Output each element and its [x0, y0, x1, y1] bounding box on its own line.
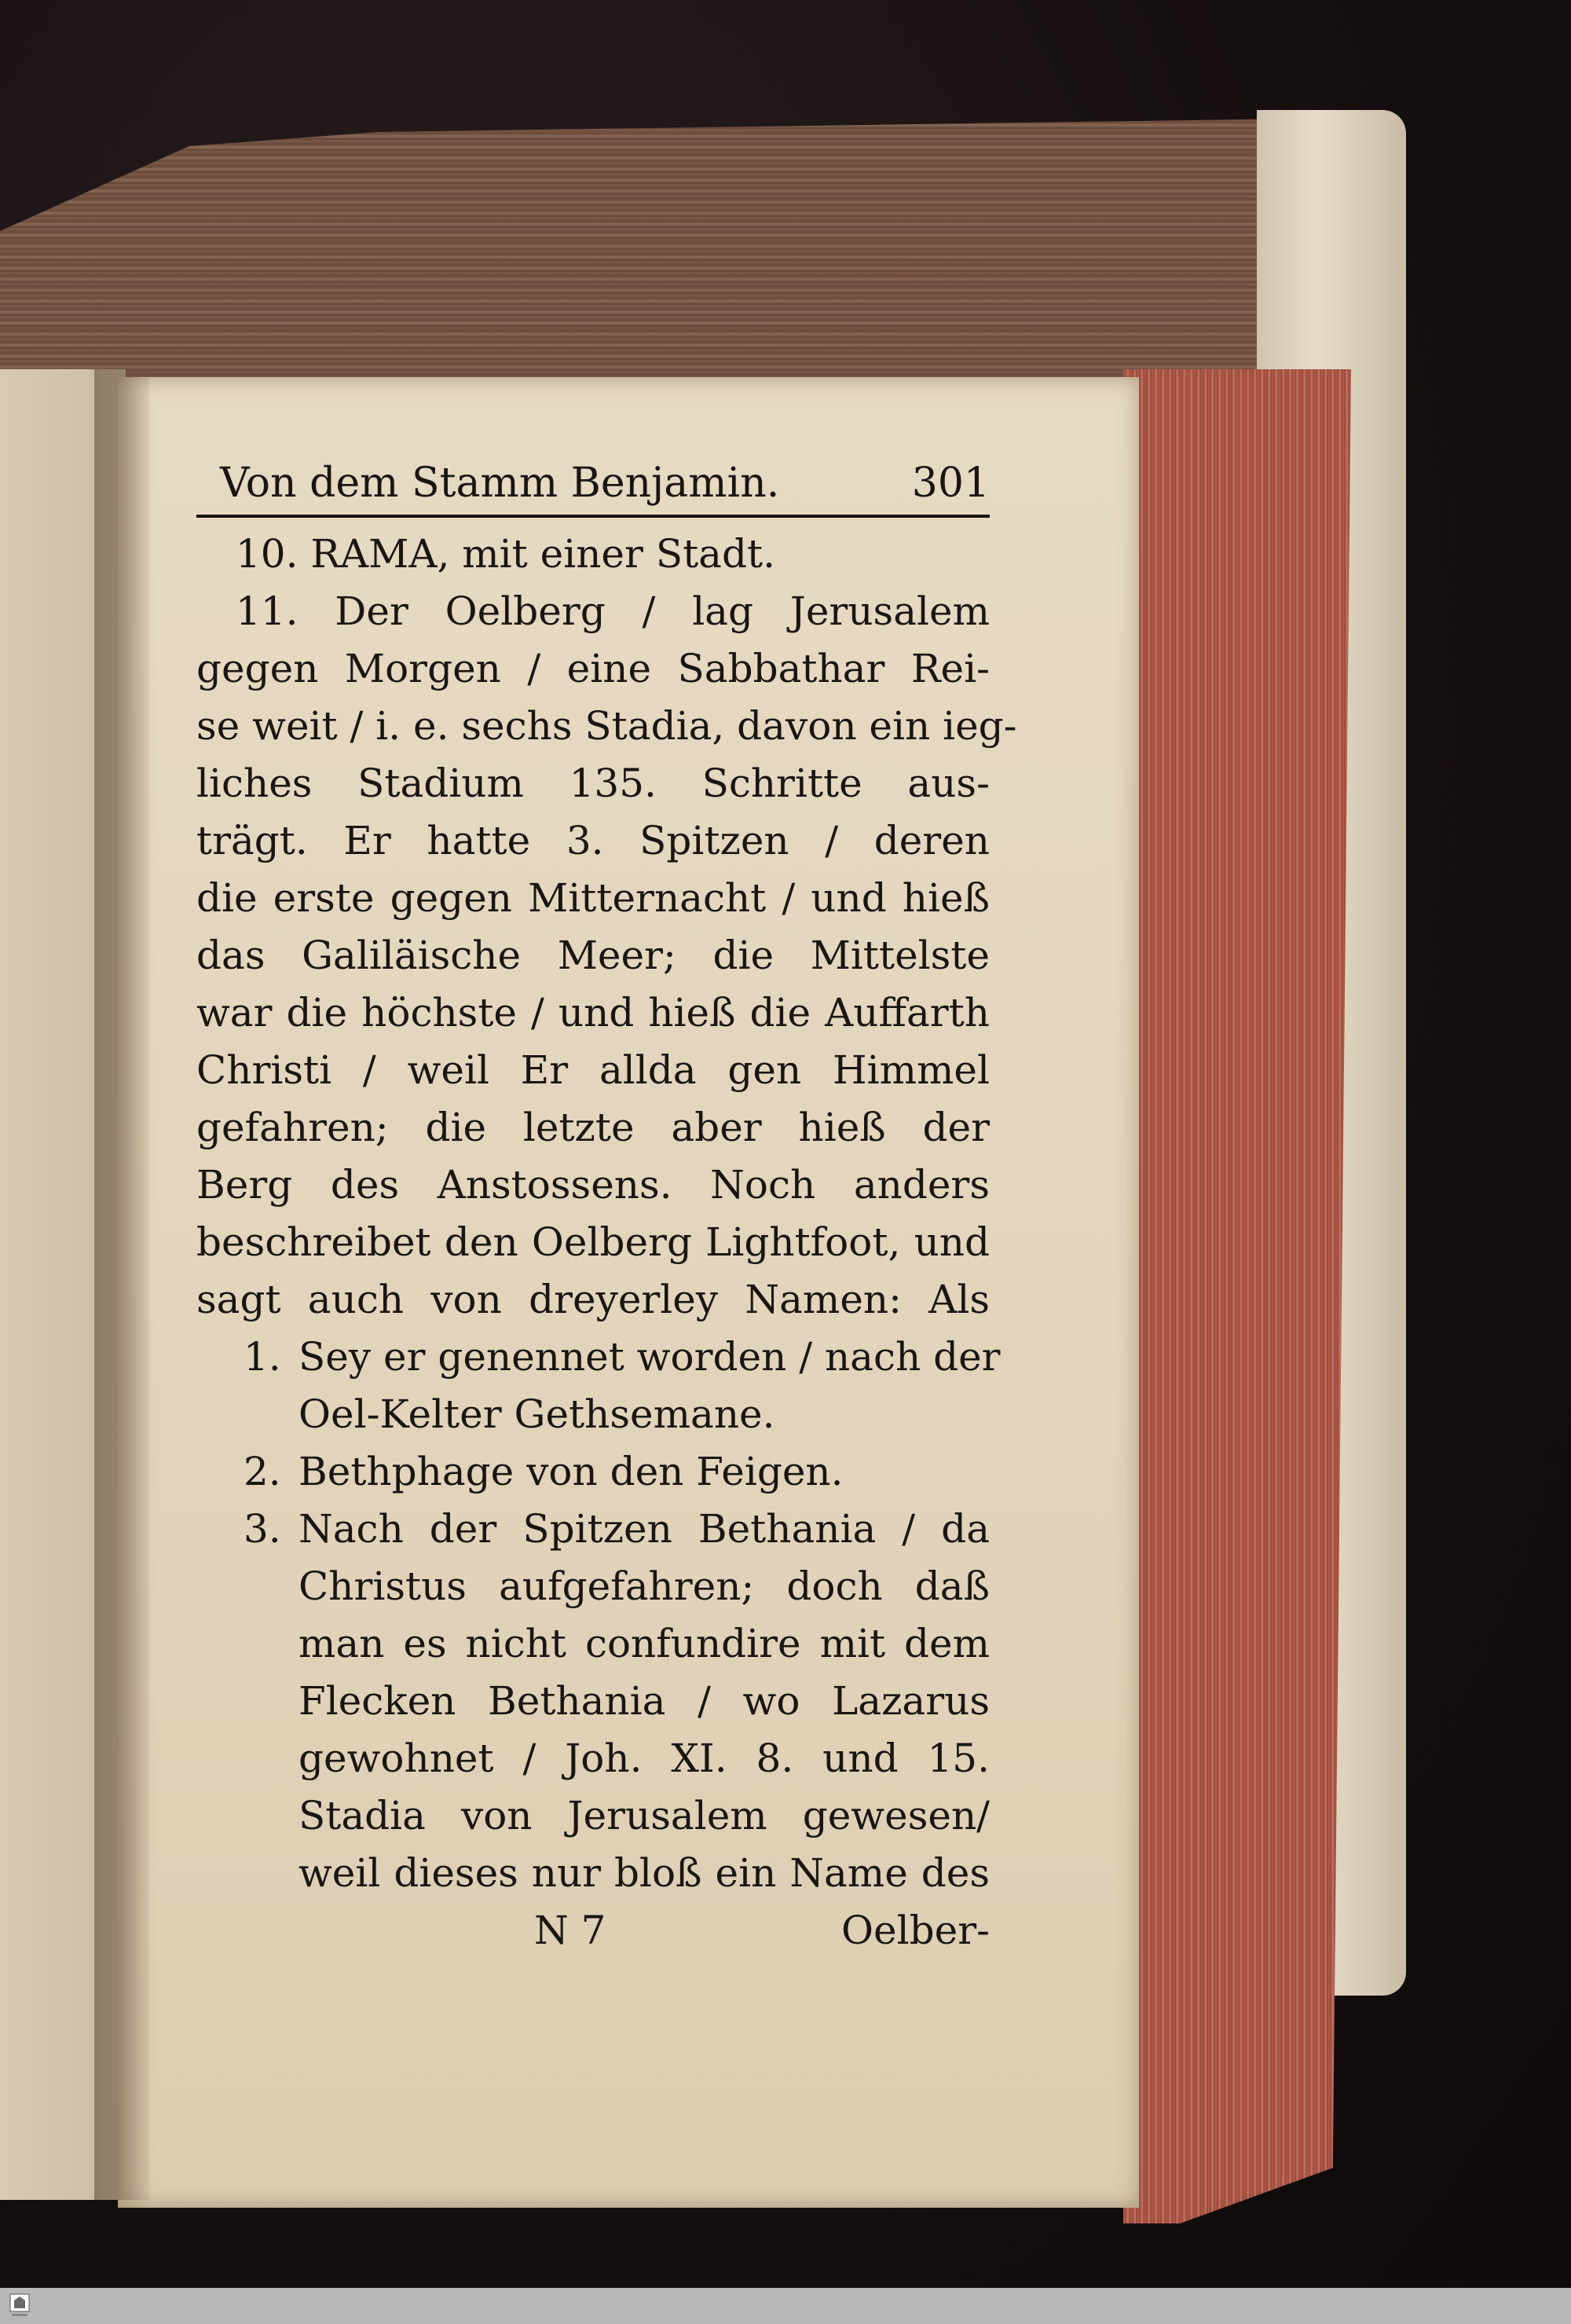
text-line: Christi / weil Er allda gen Himmel [196, 1047, 990, 1093]
list-number: 1. [244, 1334, 281, 1380]
list-item-3 [196, 1501, 990, 1558]
text-line: liches Stadium 135. Schritte aus- [196, 761, 990, 806]
text-line: 11. Der Oelberg / lag Jerusalem [236, 588, 990, 634]
list-continuation: Flecken Bethania / wo Lazarus [298, 1678, 990, 1724]
page-footer-line [196, 1902, 990, 1959]
text-line: gefahren; die letzte aber hieß der [196, 1105, 990, 1150]
list-continuation: Christus aufgefahren; doch daß [298, 1563, 990, 1609]
text-line: das Galiläische Meer; die Mittelste [196, 933, 990, 978]
text-line: gegen Morgen / eine Sabbathar Rei- [196, 646, 990, 691]
list-continuation: man es nicht confundire mit dem [298, 1621, 990, 1666]
list-text: Bethphage von den Feigen. [298, 1449, 844, 1494]
page-text [196, 460, 1017, 1959]
text-line: sagt auch von dreyerley Namen: Als [196, 1277, 990, 1322]
list-continuation: Oel-Kelter Gethsemane. [298, 1391, 775, 1437]
list-item-1 [196, 1329, 1001, 1386]
list-number: 2. [244, 1449, 281, 1494]
library-logo-icon [8, 2293, 31, 2319]
red-fore-edge [1123, 369, 1351, 2223]
book-top-edge [0, 118, 1351, 401]
text-line: 10. RAMA, mit einer Stadt. [236, 531, 775, 577]
list-text: Sey er genennet worden / nach der [298, 1334, 1001, 1380]
list-number: 3. [244, 1506, 281, 1552]
running-title: Von dem Stamm Benjamin. [220, 460, 780, 507]
text-line: war die höchste / und hieß die Auffarth [196, 990, 990, 1036]
catchword: Oelber- [841, 1908, 990, 1953]
list-continuation: gewohnet / Joh. XI. 8. und 15. [298, 1736, 990, 1781]
signature-mark: N 7 [534, 1908, 606, 1953]
spine-shadow [94, 369, 149, 2200]
list-item-2 [196, 1443, 990, 1501]
text-line: trägt. Er hatte 3. Spitzen / deren [196, 818, 990, 863]
text-line: die erste gegen Mitternacht / und hieß [196, 875, 990, 921]
text-line: se weit / i. e. sechs Stadia, davon ein ieg- [196, 703, 1017, 749]
page-number: 301 [911, 460, 990, 507]
text-line: Berg des Anstossens. Noch anders [196, 1162, 990, 1208]
text-line: beschreibet den Oelberg Lightfoot, und [196, 1219, 990, 1265]
running-head [196, 460, 990, 518]
list-continuation: weil dieses nur bloß ein Name des [298, 1850, 990, 1896]
list-text: Nach der Spitzen Bethania / da [298, 1506, 990, 1552]
viewer-footer-bar [0, 2288, 1571, 2324]
list-continuation: Stadia von Jerusalem gewesen/ [298, 1793, 990, 1838]
book-page [118, 377, 1139, 2208]
